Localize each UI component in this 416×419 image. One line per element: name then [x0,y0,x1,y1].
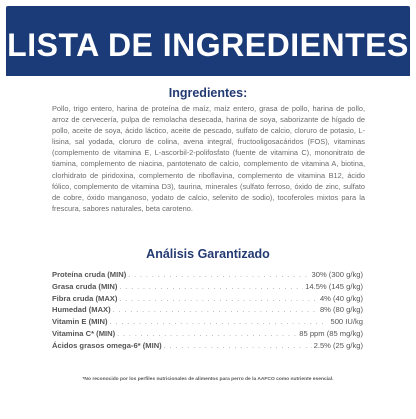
analysis-row-label: Proteína cruda (MIN) [52,270,127,279]
dot-leader [119,282,303,294]
analysis-row-value: 500 IU/kg [330,317,363,327]
analysis-row-fat [52,281,363,293]
analysis-row-label: Ácidos grasos omega-6* (MIN) [52,340,162,350]
guaranteed-analysis-heading: Análisis Garantizado [146,247,270,261]
analysis-row-label: Vitamin E (MIN) [52,317,108,327]
dot-leader [164,341,312,353]
header-banner [6,6,410,76]
dot-leader [110,317,329,329]
analysis-row-value: 14.5% (145 g/kg) [305,281,363,291]
analysis-row-value: 85 ppm (85 mg/kg) [299,328,363,338]
analysis-row-protein [52,269,363,281]
ingredients-heading: Ingredientes: [168,86,248,100]
banner-title: LISTA DE INGREDIENTES [7,27,409,63]
analysis-row-label: Fibra cruda (MAX) [52,293,118,303]
analysis-row-label: Humedad (MAX) [52,305,111,315]
analysis-row-vitamin-c [52,328,363,340]
analysis-row-label: Vitamina C* (MIN) [52,328,116,338]
guaranteed-analysis-table [52,269,363,352]
analysis-row-vitamin-e [52,316,363,328]
analysis-row-value: 2.5% (25 g/kg) [313,340,363,350]
analysis-row-value: 4% (40 g/kg) [319,293,363,303]
ingredients-list-text: Pollo, trigo entero, harina de proteína de maíz, maíz entero, grasa de pollo, harina de pollo, arroz de cervecería, pulpa de remolacha desecada, harina de soya, saborizante de hígado de pollo, aceite de soya, ácido láctico, aceite de pescado, sulfato de calcio, cloruro de potasio, L-lisina, sal yodada, cloruro de colina, avena integral, fructooligosacáridos (FOS), vitaminas (complemento de vitamina E, L-ascorbil-2-polifosfato (fuente de vitamina C), mononitrato de tiamina, complemento de niacina, pantotenato de calcio, complemento de vitamina A, biotina, clorhidrato de piridoxina, complemento de riboflavina, complemento de vitamina B12, ácido fólico, complemento de vitamina D3), taurina, minerales (sulfato ferroso, óxido de zinc, sulfato de cobre, óxido manganoso, yodato de calcio, selenito de sodio), tocoferoles mixtos para la frescura, sabores naturales, beta caroteno. [52,104,365,213]
analysis-row-value: 8% (80 g/kg) [319,305,363,315]
analysis-row-value: 30% (300 g/kg) [311,270,363,279]
analysis-row-label: Grasa cruda (MIN) [52,281,118,291]
dot-leader [113,305,318,317]
dot-leader [128,270,309,282]
analysis-row-fiber [52,293,363,305]
analysis-row-omega-6 [52,340,363,352]
analysis-row-moisture [52,304,363,316]
footnote: *No reconocido por los perfiles nutricionales de alimentos para perro de la AAFCO como nutriente esencial. [82,377,334,382]
dot-leader [119,294,318,306]
